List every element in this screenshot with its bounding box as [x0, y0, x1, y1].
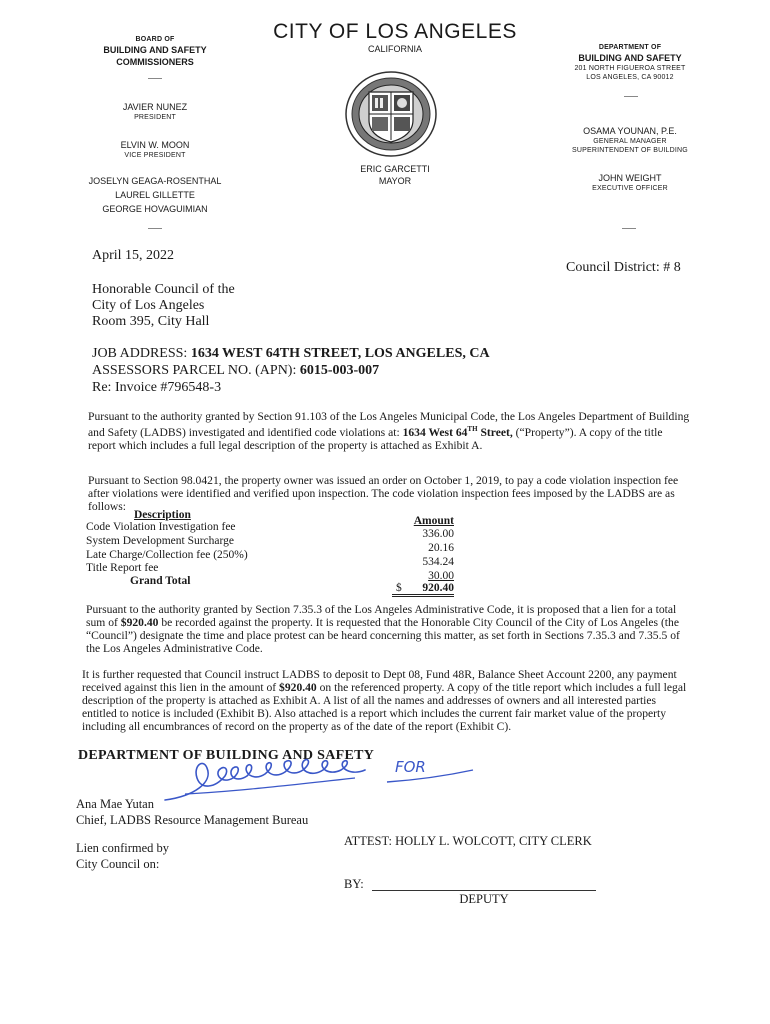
apn-label: ASSESSORS PARCEL NO. (APN):: [92, 363, 300, 378]
fee-amount-header: Amount: [413, 515, 454, 527]
executive-officer-title: EXECUTIVE OFFICER: [592, 185, 668, 192]
vice-president-title: VICE PRESIDENT: [124, 152, 186, 159]
deputy-label: DEPUTY: [459, 892, 509, 906]
vice-president-name: ELVIN W. MOON: [120, 140, 190, 150]
fee-row-description: Title Report fee: [86, 562, 159, 574]
signer-name: Ana Mae Yutan: [76, 797, 154, 811]
commissioner-name: JOSELYN GEAGA-ROSENTHAL: [88, 176, 222, 186]
dept-city: LOS ANGELES, CA 90012: [586, 74, 674, 81]
fee-row-description: System Development Surcharge: [86, 535, 234, 547]
grand-total-amount: 920.40: [392, 582, 454, 597]
divider: [148, 228, 162, 229]
mayor-name: ERIC GARCETTI: [360, 164, 430, 174]
fee-row-amount: 30.00: [428, 570, 454, 582]
grand-total-label: Grand Total: [130, 575, 191, 587]
recipient-line-2: City of Los Angeles: [92, 298, 205, 313]
recipient-line-3: Room 395, City Hall: [92, 314, 210, 329]
fee-row-amount: 20.16: [428, 542, 454, 554]
general-manager-name: OSAMA YOUNAN, P.E.: [583, 126, 677, 136]
handwritten-signature-icon: [155, 748, 485, 810]
president-name: JAVIER NUNEZ: [122, 102, 188, 112]
council-district: Council District: # 8: [566, 260, 681, 275]
dept-name: BUILDING AND SAFETY: [578, 53, 682, 63]
commissioner-name: GEORGE HOVAGUIMIAN: [102, 204, 208, 214]
fee-row-amount: 336.00: [422, 528, 454, 540]
superintendent-title: SUPERINTENDENT OF BUILDING: [572, 147, 688, 154]
paragraph-order: Pursuant to Section 98.0421, the property owner was issued an order on October 1, 2019, to pay a code violation inspection fee after violations were identified and verified upon inspection. The code violation inspection fees imposed by the LADBS are as follows:: [88, 474, 679, 513]
board-name-line-2: COMMISSIONERS: [116, 57, 194, 67]
board-of-label: BOARD OF: [135, 36, 175, 43]
lien-confirmed-line-2: City Council on:: [76, 857, 160, 871]
letter-date: April 15, 2022: [92, 248, 175, 263]
city-title: CITY OF LOS ANGELES: [273, 20, 517, 43]
paragraph-deposit-request: It is further requested that Council instruct LADBS to deposit to Dept 08, Fund 48R, Balance Sheet Account 2200, any payment received against this lien in the amount of $920.40 on the referenced property. A copy of the title report which includes a full legal description of the property is attached as Exhibit A. A list of all the names and addresses of owners and all interested parties entitled to notice is included (Exhibit B). Also attached is a report which includes the current fair market value of the property including all encumbrances of record on the property as of the date of the report (Exhibit C).: [82, 668, 687, 733]
invoice-reference: Re: Invoice #796548-3: [92, 380, 222, 395]
signer-title: Chief, LADBS Resource Management Bureau: [76, 813, 309, 827]
divider: [148, 78, 162, 79]
fee-row-description: Late Charge/Collection fee (250%): [86, 549, 248, 561]
department-signature-heading: DEPARTMENT OF BUILDING AND SAFETY: [78, 748, 375, 763]
fee-description-header: Description: [134, 509, 191, 521]
dept-street: 201 NORTH FIGUEROA STREET: [574, 65, 686, 72]
divider: [624, 96, 638, 97]
president-title: PRESIDENT: [134, 114, 176, 121]
apn-value: 6015-003-007: [299, 363, 380, 378]
divider: [622, 228, 636, 229]
state-label: CALIFORNIA: [367, 44, 422, 54]
dept-of-label: DEPARTMENT OF: [598, 44, 662, 51]
paragraph-authority: Pursuant to the authority granted by Section 91.103 of the Los Angeles Municipal Code, the Los Angeles Department of Building and Safety (LADBS) investigated and identified code violations at: 1634 West 64TH Street, (“Property”). A copy of the title report which includes a full legal description of the property is attached as Exhibit A.: [88, 410, 690, 452]
fee-row-description: Code Violation Investigation fee: [86, 521, 236, 533]
grand-total-currency: $: [396, 582, 402, 594]
city-seal-icon: [344, 70, 438, 158]
paragraph-lien-proposal: Pursuant to the authority granted by Section 7.35.3 of the Los Angeles Administrative Code, it is proposed that a lien for a total sum of $920.40 be recorded against the property. It is requested that the Honorable City Council of the City of Los Angeles (the “Council”) designate the time and place protest can be heard concerning this matter, as set forth in Sections 7.35.3 and 7.35.5 of the Los Angeles Administrative Code.: [86, 603, 680, 655]
apn: [92, 363, 379, 379]
lien-confirmed-line-1: Lien confirmed by: [76, 841, 170, 855]
deputy-signature-line: [372, 890, 596, 891]
commissioner-name: LAUREL GILLETTE: [115, 190, 195, 200]
board-name-line-1: BUILDING AND SAFETY: [103, 45, 207, 55]
attest-clerk: ATTEST: HOLLY L. WOLCOTT, CITY CLERK: [344, 834, 592, 848]
general-manager-title: GENERAL MANAGER: [593, 138, 667, 145]
recipient-line-1: Honorable Council of the: [92, 282, 235, 297]
executive-officer-name: JOHN WEIGHT: [598, 173, 662, 183]
signature-for-note: FOR: [395, 758, 426, 776]
fee-row-amount: 534.24: [422, 556, 454, 568]
job-address: [92, 346, 490, 362]
by-label: BY:: [344, 877, 364, 891]
job-address-label: JOB ADDRESS:: [92, 346, 191, 361]
job-address-value: 1634 WEST 64TH STREET, LOS ANGELES, CA: [190, 346, 490, 361]
mayor-title: MAYOR: [378, 176, 412, 186]
